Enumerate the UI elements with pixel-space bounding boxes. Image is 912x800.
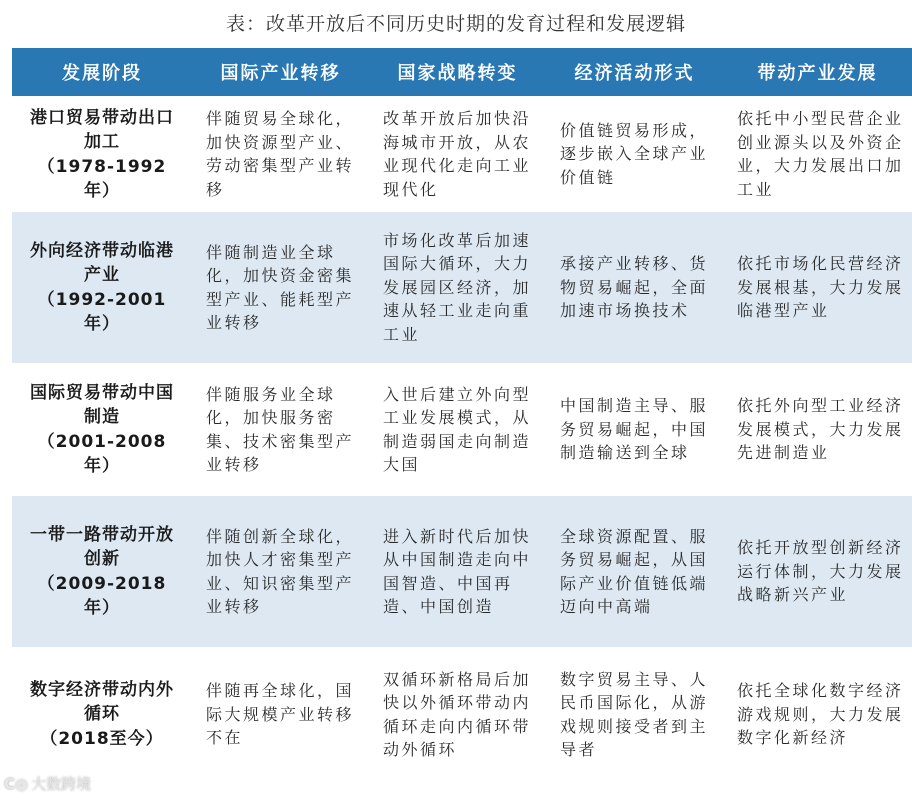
watermark-text: 大数跨境: [31, 775, 92, 793]
industry-transfer-cell: 伴随制造业全球化，加快资金密集型产业、能耗型产业转移: [192, 212, 369, 363]
strategy-shift-cell: 入世后建立外向型工业发展模式，从制造弱国走向制造大国: [383, 384, 532, 474]
industry-driven-cell: 依托全球化数字经济游戏规则，大力发展数字化新经济: [737, 681, 904, 748]
stage-period: （1992-2001年）: [37, 290, 167, 334]
stage-period: （1978-1992年）: [37, 156, 167, 201]
col-header-economic-form: 经济活动形式: [546, 48, 723, 96]
stage-name: 数字经济带动内外循环: [30, 680, 174, 724]
stage-name: 一带一路带动开放创新: [30, 525, 174, 569]
stage-name: 外向经济带动临港产业: [30, 241, 174, 285]
industry-transfer-cell: 伴随服务业全球化，加快服务密集、技术密集型产业转移: [206, 384, 355, 474]
stage-period: （2001-2008年）: [37, 432, 167, 476]
stage-cell: [12, 363, 192, 496]
industry-transfer-cell: 伴随贸易全球化，加快资源型产业、劳动密集型产业转移: [206, 109, 355, 199]
col-header-stage: 发展阶段: [12, 48, 192, 96]
economic-form-cell: 全球资源配置、服务贸易崛起，从国际产业价值链低端迈向中高端: [546, 496, 723, 647]
strategy-shift-cell: 双循环新格局后加快以外循环带动内循环走向内循环带动外循环: [383, 669, 532, 759]
industry-driven-cell: 依托外向型工业经济发展模式，大力发展先进制造业: [737, 396, 904, 463]
table-row: [12, 212, 912, 363]
watermark: [4, 773, 91, 794]
industry-transfer-cell: 伴随再全球化，国际大规模产业转移不在: [206, 681, 355, 748]
strategy-shift-cell: 市场化改革后加速国际大循环，大力发展园区经济，加速从轻工业走向重工业: [369, 212, 546, 363]
development-table: [12, 48, 912, 782]
stage-cell: [12, 647, 192, 782]
strategy-shift-cell: 改革开放后加快沿海城市开放，从农业现代化走向工业现代化: [383, 109, 532, 199]
header-row: [12, 48, 912, 96]
watermark-logo-icon: C◎: [4, 775, 29, 793]
table-row: [12, 96, 912, 212]
col-header-industry-driven: 带动产业发展: [723, 48, 912, 96]
industry-driven-cell: 依托市场化民营经济发展根基，大力发展临港型产业: [723, 212, 912, 363]
stage-cell: [12, 496, 192, 647]
table-row: [12, 363, 912, 496]
industry-driven-cell: 依托中小型民营企业创业源头以及外资企业，大力发展出口加工业: [737, 109, 904, 199]
table-title: 表：改革开放后不同历史时期的发育过程和发展逻辑: [225, 13, 686, 35]
stage-name: 国际贸易带动中国制造: [30, 383, 174, 427]
stage-cell: [12, 96, 192, 212]
economic-form-cell: 中国制造主导、服务贸易崛起，中国制造输送到全球: [560, 396, 709, 463]
industry-transfer-cell: 伴随创新全球化，加快人才密集型产业、知识密集型产业转移: [192, 496, 369, 647]
stage-cell: [12, 212, 192, 363]
economic-form-cell: 价值链贸易形成，逐步嵌入全球产业价值链: [560, 120, 709, 187]
stage-period: （2009-2018年）: [37, 574, 167, 618]
economic-form-cell: 承接产业转移、货物贸易崛起，全面加速市场换技术: [546, 212, 723, 363]
col-header-industry-transfer: 国际产业转移: [192, 48, 369, 96]
table-row: [12, 647, 912, 782]
strategy-shift-cell: 进入新时代后加快从中国制造走向中国智造、中国再造、中国创造: [369, 496, 546, 647]
col-header-strategy-shift: 国家战略转变: [369, 48, 546, 96]
economic-form-cell: 数字贸易主导、人民币国际化，从游戏规则接受者到主导者: [560, 669, 709, 759]
stage-period: （2018至今）: [40, 729, 164, 749]
table-row: [12, 496, 912, 647]
stage-name: 港口贸易带动出口加工: [30, 107, 174, 152]
industry-driven-cell: 依托开放型创新经济运行体制，大力发展战略新兴产业: [723, 496, 912, 647]
